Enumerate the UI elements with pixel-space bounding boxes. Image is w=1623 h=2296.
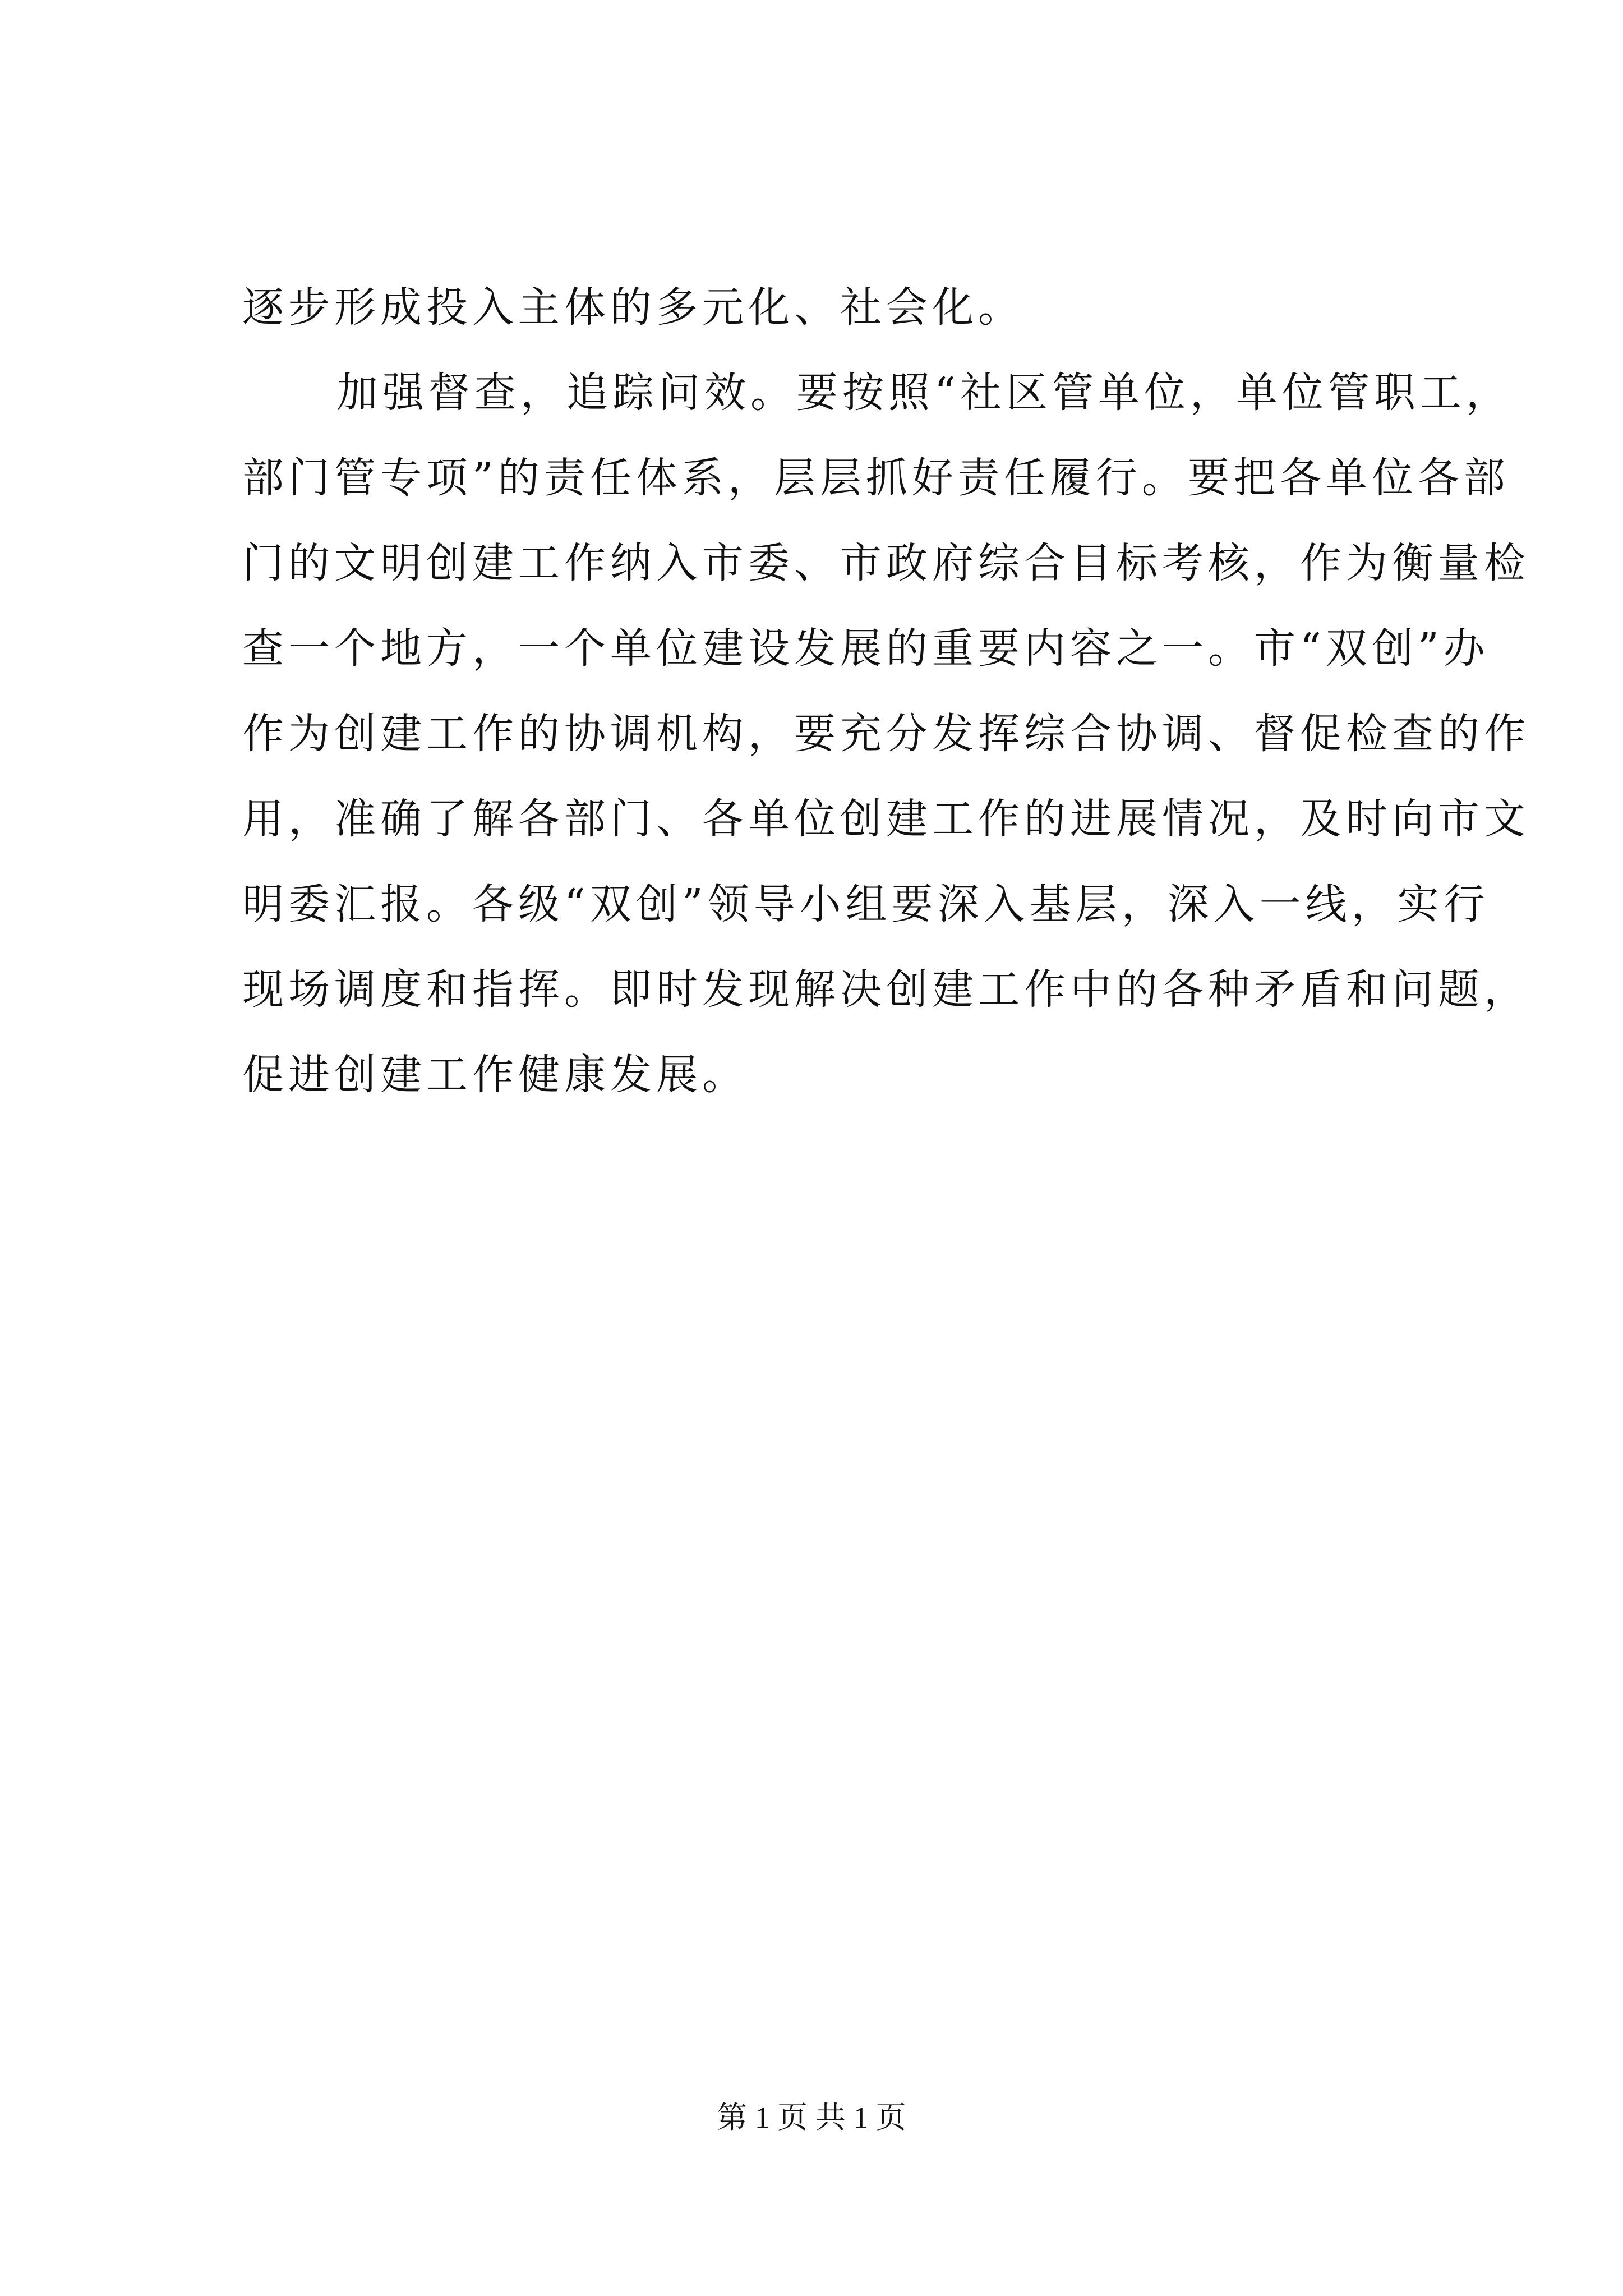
text-line: 逐步形成投入主体的多元化、社会化。 [242, 283, 1024, 332]
text-line: 用，准确了解各部门、各单位创建工作的进展情况，及时向市文 [242, 795, 1530, 843]
text-line: 门的文明创建工作纳入市委、市政府综合目标考核，作为衡量检 [242, 539, 1530, 587]
text-line: 明委汇报。各级“双创”领导小组要深入基层，深入一线，实行 [242, 880, 1490, 928]
page-number-indicator: 第 1 页 共 1 页 [717, 2101, 906, 2134]
text-line: 现场调度和指挥。即时发现解决创建工作中的各种矛盾和问题， [242, 965, 1530, 1014]
text-line: 部门管专项”的责任体系，层层抓好责任履行。要把各单位各部 [242, 454, 1510, 502]
text-line: 作为创建工作的协调机构，要充分发挥综合协调、督促检查的作 [242, 710, 1530, 758]
text-line: 促进创建工作健康发展。 [242, 1051, 748, 1099]
paragraph-first-line: 加强督查，追踪问效。要按照“社区管单位，单位管职工， [336, 369, 1512, 417]
document-body [242, 265, 1530, 1117]
text-line: 查一个地方，一个单位建设发展的重要内容之一。市“双创”办 [242, 624, 1490, 673]
page-footer [0, 2095, 1623, 2140]
